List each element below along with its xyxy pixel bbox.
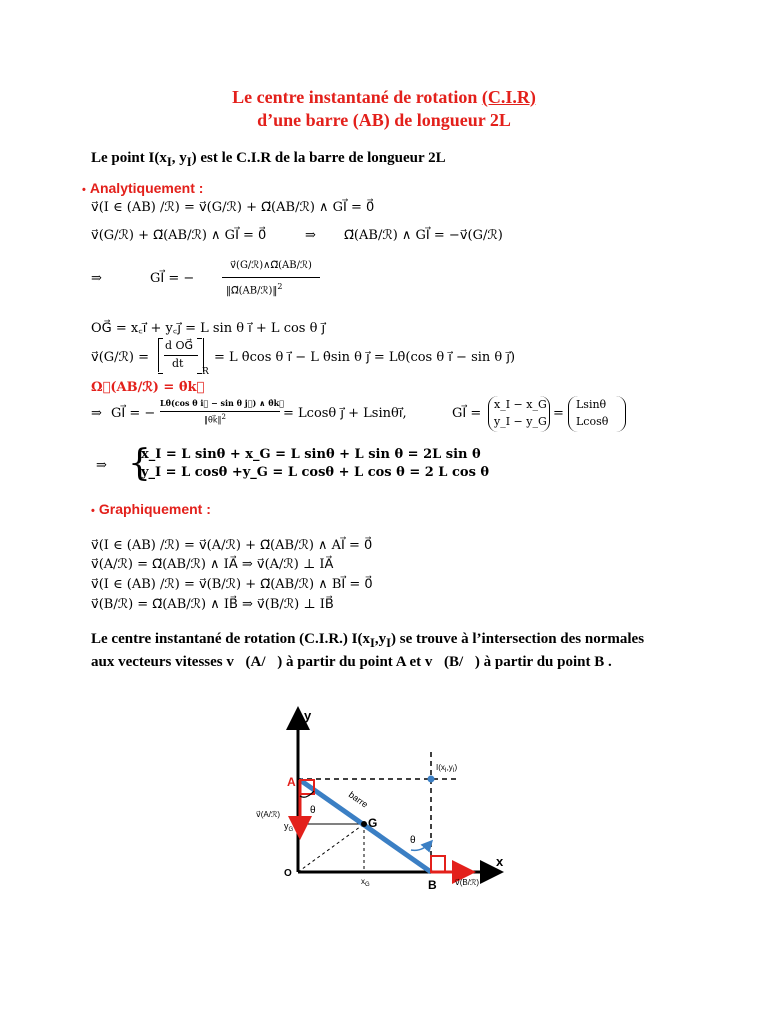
eq-7-arrow: ⇒ <box>91 406 102 421</box>
label-G: G <box>368 816 378 830</box>
title-text: Le centre instantané de rotation <box>232 87 482 107</box>
conclusion-l1b: I(x <box>351 631 371 647</box>
bullet-icon: • <box>82 184 86 196</box>
eq-7-vec: GI⃗ = <box>452 406 482 421</box>
label-I-a: I(x <box>436 763 445 772</box>
eq-3-den-text: ‖Ω⃗(AB/ℛ)‖ <box>226 285 278 297</box>
label-I-end: ) <box>454 763 458 772</box>
conclusion-l2a: aux vecteurs vitesses <box>91 654 227 670</box>
eq-2b: Ω⃗(AB/ℛ) ∧ GI⃗ = −v⃗(G/ℛ) <box>344 228 503 243</box>
graphic-eq-4: v⃗(B/ℛ) = Ω⃗(AB/ℛ) ∧ IB⃗ ⇒ v⃗(B/ℛ) ⊥ IB⃗ <box>91 597 334 612</box>
label-xG <box>361 877 370 888</box>
label-A: A <box>287 775 296 789</box>
eq-7-den-exp: 2 <box>221 413 226 421</box>
conclusion-l2c: à partir du point B . <box>479 654 612 670</box>
label-bar: barre <box>346 789 370 810</box>
label-yG-sub: G <box>288 827 294 833</box>
eq-7-eq: = <box>553 406 564 421</box>
intro-close: ) <box>191 150 197 166</box>
section-analytic-label: Analytiquement : <box>89 180 204 196</box>
graphic-eq-2: v⃗(A/ℛ) = Ω⃗(AB/ℛ) ∧ IA⃗ ⇒ v⃗(A/ℛ) ⊥ IA⃗ <box>91 557 334 572</box>
conclusion-l1e: se trouve à l’intersection des normales <box>396 631 645 647</box>
eq-2a: v⃗(G/ℛ) + Ω⃗(AB/ℛ) ∧ GI⃗ = 0⃗ <box>91 228 267 243</box>
label-yG-text: y <box>284 821 289 831</box>
conclusion-vA: v⃗(A/ℛ) <box>226 654 283 670</box>
point-I-dot <box>428 776 435 783</box>
intro-comma: , y <box>171 150 187 166</box>
point-G-dot <box>361 821 367 827</box>
label-xG-text: x <box>361 877 365 886</box>
eq-7-m2: y_I − y_G <box>494 415 547 428</box>
conclusion-l1a: Le centre instantané de rotation (C.I.R.) <box>91 631 352 647</box>
conclusion-l1s2: I <box>386 636 392 650</box>
label-I-y: ,y <box>446 763 453 772</box>
eq-7-lhs: GI⃗ = − <box>111 406 156 421</box>
intro-suffix: est le C.I.R de la barre de longueur 2L <box>196 150 446 166</box>
eq-8-line1: x_I = L sinθ + x_G = L sinθ + L sin θ = 2L sin θ <box>141 447 481 462</box>
label-axis-y: y <box>304 708 312 723</box>
eq-7-m3: Lsinθ <box>576 398 607 411</box>
section-graphic-label: Graphiquement : <box>98 501 211 517</box>
label-theta-A: θ <box>310 805 316 816</box>
label-vA: v⃗(A/ℛ) <box>256 810 281 819</box>
eq-7-numerator: Lθ̇(cos θ i⃗ − sin θ j⃗) ∧ θ̇k⃗ <box>160 398 284 408</box>
label-axis-x: x <box>496 854 504 869</box>
label-B: B <box>428 878 437 892</box>
conclusion-l1d: ) <box>391 631 397 647</box>
conclusion-l1c: ,y <box>374 631 387 647</box>
intro-sub2: I <box>186 155 192 169</box>
eq-3-numerator: v⃗(G/ℛ)∧Ω⃗(AB/ℛ) <box>230 260 312 271</box>
label-yG <box>284 821 294 833</box>
eq-1: v⃗(I ∈ (AB) /ℛ) = v⃗(G/ℛ) + Ω⃗(AB/ℛ) ∧ GI⃗ = 0⃗ <box>91 200 375 215</box>
intro-point: I(x <box>148 150 167 166</box>
eq-5-sub: R <box>202 367 209 377</box>
eq-5-den: dt <box>172 357 184 370</box>
label-I-sub2: I <box>452 768 455 774</box>
eq-8-line2: y_I = L cosθ +y_G = L cosθ + L cos θ = 2 L cos θ <box>141 465 490 480</box>
page-title-line2: d’une barre (AB) de longueur 2L <box>257 110 511 130</box>
bullet-icon: • <box>91 505 95 517</box>
eq-5-num: d OG⃗ <box>165 339 194 352</box>
eq-4: OG⃗ = x꜀i⃗ + y꜀j⃗ = L sin θ i⃗ + L cos θ j⃗ <box>91 321 326 336</box>
label-I-sub: I <box>444 768 447 774</box>
eq-5-rhs: = L θ̇cos θ i⃗ − L θ̇sin θ j⃗ = Lθ̇(cos θ i⃗ − sin θ j⃗) <box>214 350 516 365</box>
eq-7-den-text: ‖θ̇k⃗‖ <box>204 415 222 425</box>
eq-3-lhs: GI⃗ = − <box>150 271 195 286</box>
intro-sub1: I <box>166 155 172 169</box>
graphic-eq-3: v⃗(I ∈ (AB) /ℛ) = v⃗(B/ℛ) + Ω⃗(AB/ℛ) ∧ BI⃗ = 0⃗ <box>91 577 373 592</box>
intro-prefix: Le point <box>91 150 149 166</box>
label-xG-sub: G <box>365 882 370 888</box>
eq-2-arrow: ⇒ <box>305 228 316 243</box>
eq-3-den-exp: 2 <box>277 282 283 291</box>
dashed-OG <box>298 824 364 872</box>
eq-5-lhs: v⃗(G/ℛ) = <box>91 350 149 365</box>
title-cir: (C.I.R) <box>481 87 536 107</box>
eq-3-arrow: ⇒ <box>91 271 102 286</box>
label-I <box>436 763 457 774</box>
conclusion-vB: v⃗(B/ℛ) <box>424 654 480 670</box>
eq-8-brace: { <box>128 443 151 484</box>
eq-6-omega: Ω⃗(AB/ℛ) = θ̇k⃗ <box>91 380 205 395</box>
label-origin: O <box>284 868 292 879</box>
right-angle-B <box>431 856 445 872</box>
conclusion-l1s1: I <box>370 636 375 650</box>
eq-7-m1: x_I − x_G <box>494 398 547 411</box>
label-vB: v⃗(B/ℛ) <box>455 878 480 887</box>
eq-8-arrow: ⇒ <box>96 458 107 473</box>
label-theta-B: θ <box>410 835 416 846</box>
eq-7-m4: Lcosθ <box>576 415 609 428</box>
graphic-eq-1: v⃗(I ∈ (AB) /ℛ) = v⃗(A/ℛ) + Ω⃗(AB/ℛ) ∧ AI⃗ = 0⃗ <box>91 538 373 553</box>
eq-7-rhs: = Lcosθ j⃗ + Lsinθi⃗, <box>283 406 407 421</box>
conclusion-l2b: à partir du point A et <box>282 654 425 670</box>
